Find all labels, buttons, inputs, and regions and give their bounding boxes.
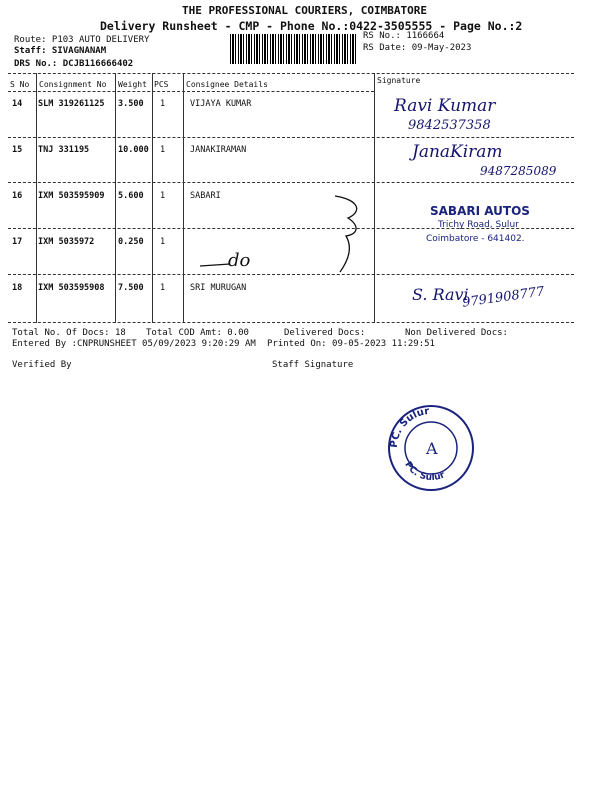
printed-on: Printed On: 09-05-2023 11:29:51: [267, 339, 435, 349]
col-header-weight: Weight: [118, 80, 147, 89]
staff-signature-label: Staff Signature: [272, 360, 354, 370]
stamp-line1: SABARI AUTOS: [430, 204, 530, 218]
row-weight: 3.500: [118, 99, 144, 109]
row-weight: 0.250: [118, 237, 144, 247]
row-sno: 18: [12, 283, 23, 293]
row-sno: 16: [12, 191, 23, 201]
barcode: [230, 34, 358, 64]
row-consignee: SABARI: [190, 191, 221, 201]
signature-row18: S. Ravi: [412, 285, 469, 304]
row-pcs: 1: [160, 145, 166, 155]
phone-row15: 9487285089: [480, 164, 557, 178]
runsheet-subtitle: Delivery Runsheet - CMP - Phone No.:0422-3505555 - Page No.:2: [100, 19, 523, 33]
col-header-consignee: Consignee Details: [186, 80, 268, 89]
row-consignee: SRI MURUGAN: [190, 283, 247, 293]
col-header-sno: S No: [10, 80, 30, 89]
delivered-docs: Delivered Docs:: [284, 328, 366, 338]
row-pcs: 1: [160, 191, 166, 201]
row-weight: 7.500: [118, 283, 144, 293]
rs-number: RS No.: 1166664: [363, 31, 445, 41]
drs-label: DRS No.: DCJB116666402: [14, 59, 134, 69]
row-sno: 14: [12, 99, 23, 109]
route-label: Route: P103 AUTO DELIVERY: [14, 35, 150, 45]
total-cod: Total COD Amt: 0.00: [146, 328, 249, 338]
row-rule: [8, 182, 574, 183]
phone-row14: 9842537358: [408, 118, 491, 133]
entered-by: Entered By :CNPRUNSHEET 05/09/2023 9:20:29 AM: [12, 339, 256, 349]
row-consignee: VIJAYA KUMAR: [190, 99, 252, 109]
table-top-rule: [8, 73, 574, 74]
phone-row18: 9791908777: [461, 284, 546, 311]
stamp-line3: Coimbatore - 641402.: [426, 234, 525, 244]
pc-sulur-stamp: [383, 400, 483, 500]
row-sno: 17: [12, 237, 23, 247]
row-consignment: TNJ 331195: [38, 145, 90, 155]
row-pcs: 1: [160, 99, 166, 109]
table-bottom-rule: [8, 322, 574, 323]
svg-text:PC. Sulur: [402, 460, 447, 483]
row-pcs: 1: [160, 237, 166, 247]
signature-row15: JanaKiram: [412, 142, 503, 162]
company-title: THE PROFESSIONAL COURIERS, COIMBATORE: [182, 4, 428, 17]
row-consignment: IXM 503595909: [38, 191, 105, 201]
stamp-center-text: A: [426, 439, 438, 458]
row-consignment: SLM 319261125: [38, 99, 105, 109]
sabari-autos-stamp: [424, 202, 544, 262]
signature-row14: Ravi Kumar: [394, 96, 496, 116]
verified-by: Verified By: [12, 360, 72, 370]
row-consignee: JANAKIRAMAN: [190, 145, 247, 155]
non-delivered-docs: Non Delivered Docs:: [405, 328, 508, 338]
row-pcs: 1: [160, 283, 166, 293]
staff-label: Staff: SIVAGNANAM: [14, 46, 107, 56]
stamp-top-text: PC. Sulur: [388, 406, 430, 449]
col-divider: [36, 73, 37, 323]
col-divider: [152, 73, 153, 323]
stamp-line2: Trichy Road, Sulur: [438, 220, 519, 230]
hand-stroke: [200, 188, 380, 278]
col-divider: [115, 73, 116, 323]
stamp-bottom-text: PC. Sulur: [402, 460, 447, 484]
svg-text:PC. Sulur: [389, 406, 430, 448]
row-sno: 15: [12, 145, 23, 155]
header-rule: [8, 91, 374, 92]
row-rule: [8, 137, 574, 138]
row-consignment: IXM 503595908: [38, 283, 105, 293]
row-weight: 10.000: [118, 145, 149, 155]
total-docs: Total No. Of Docs: 18: [12, 328, 126, 338]
row-weight: 5.600: [118, 191, 144, 201]
ditto-mark: do: [228, 250, 251, 271]
col-divider: [183, 73, 184, 323]
rs-date: RS Date: 09-May-2023: [363, 43, 472, 53]
col-header-consignment: Consignment No: [39, 80, 107, 89]
row-consignment: IXM 5035972: [38, 237, 95, 247]
col-header-signature: Signature: [377, 76, 421, 85]
col-header-pcs: PCS: [154, 80, 169, 89]
